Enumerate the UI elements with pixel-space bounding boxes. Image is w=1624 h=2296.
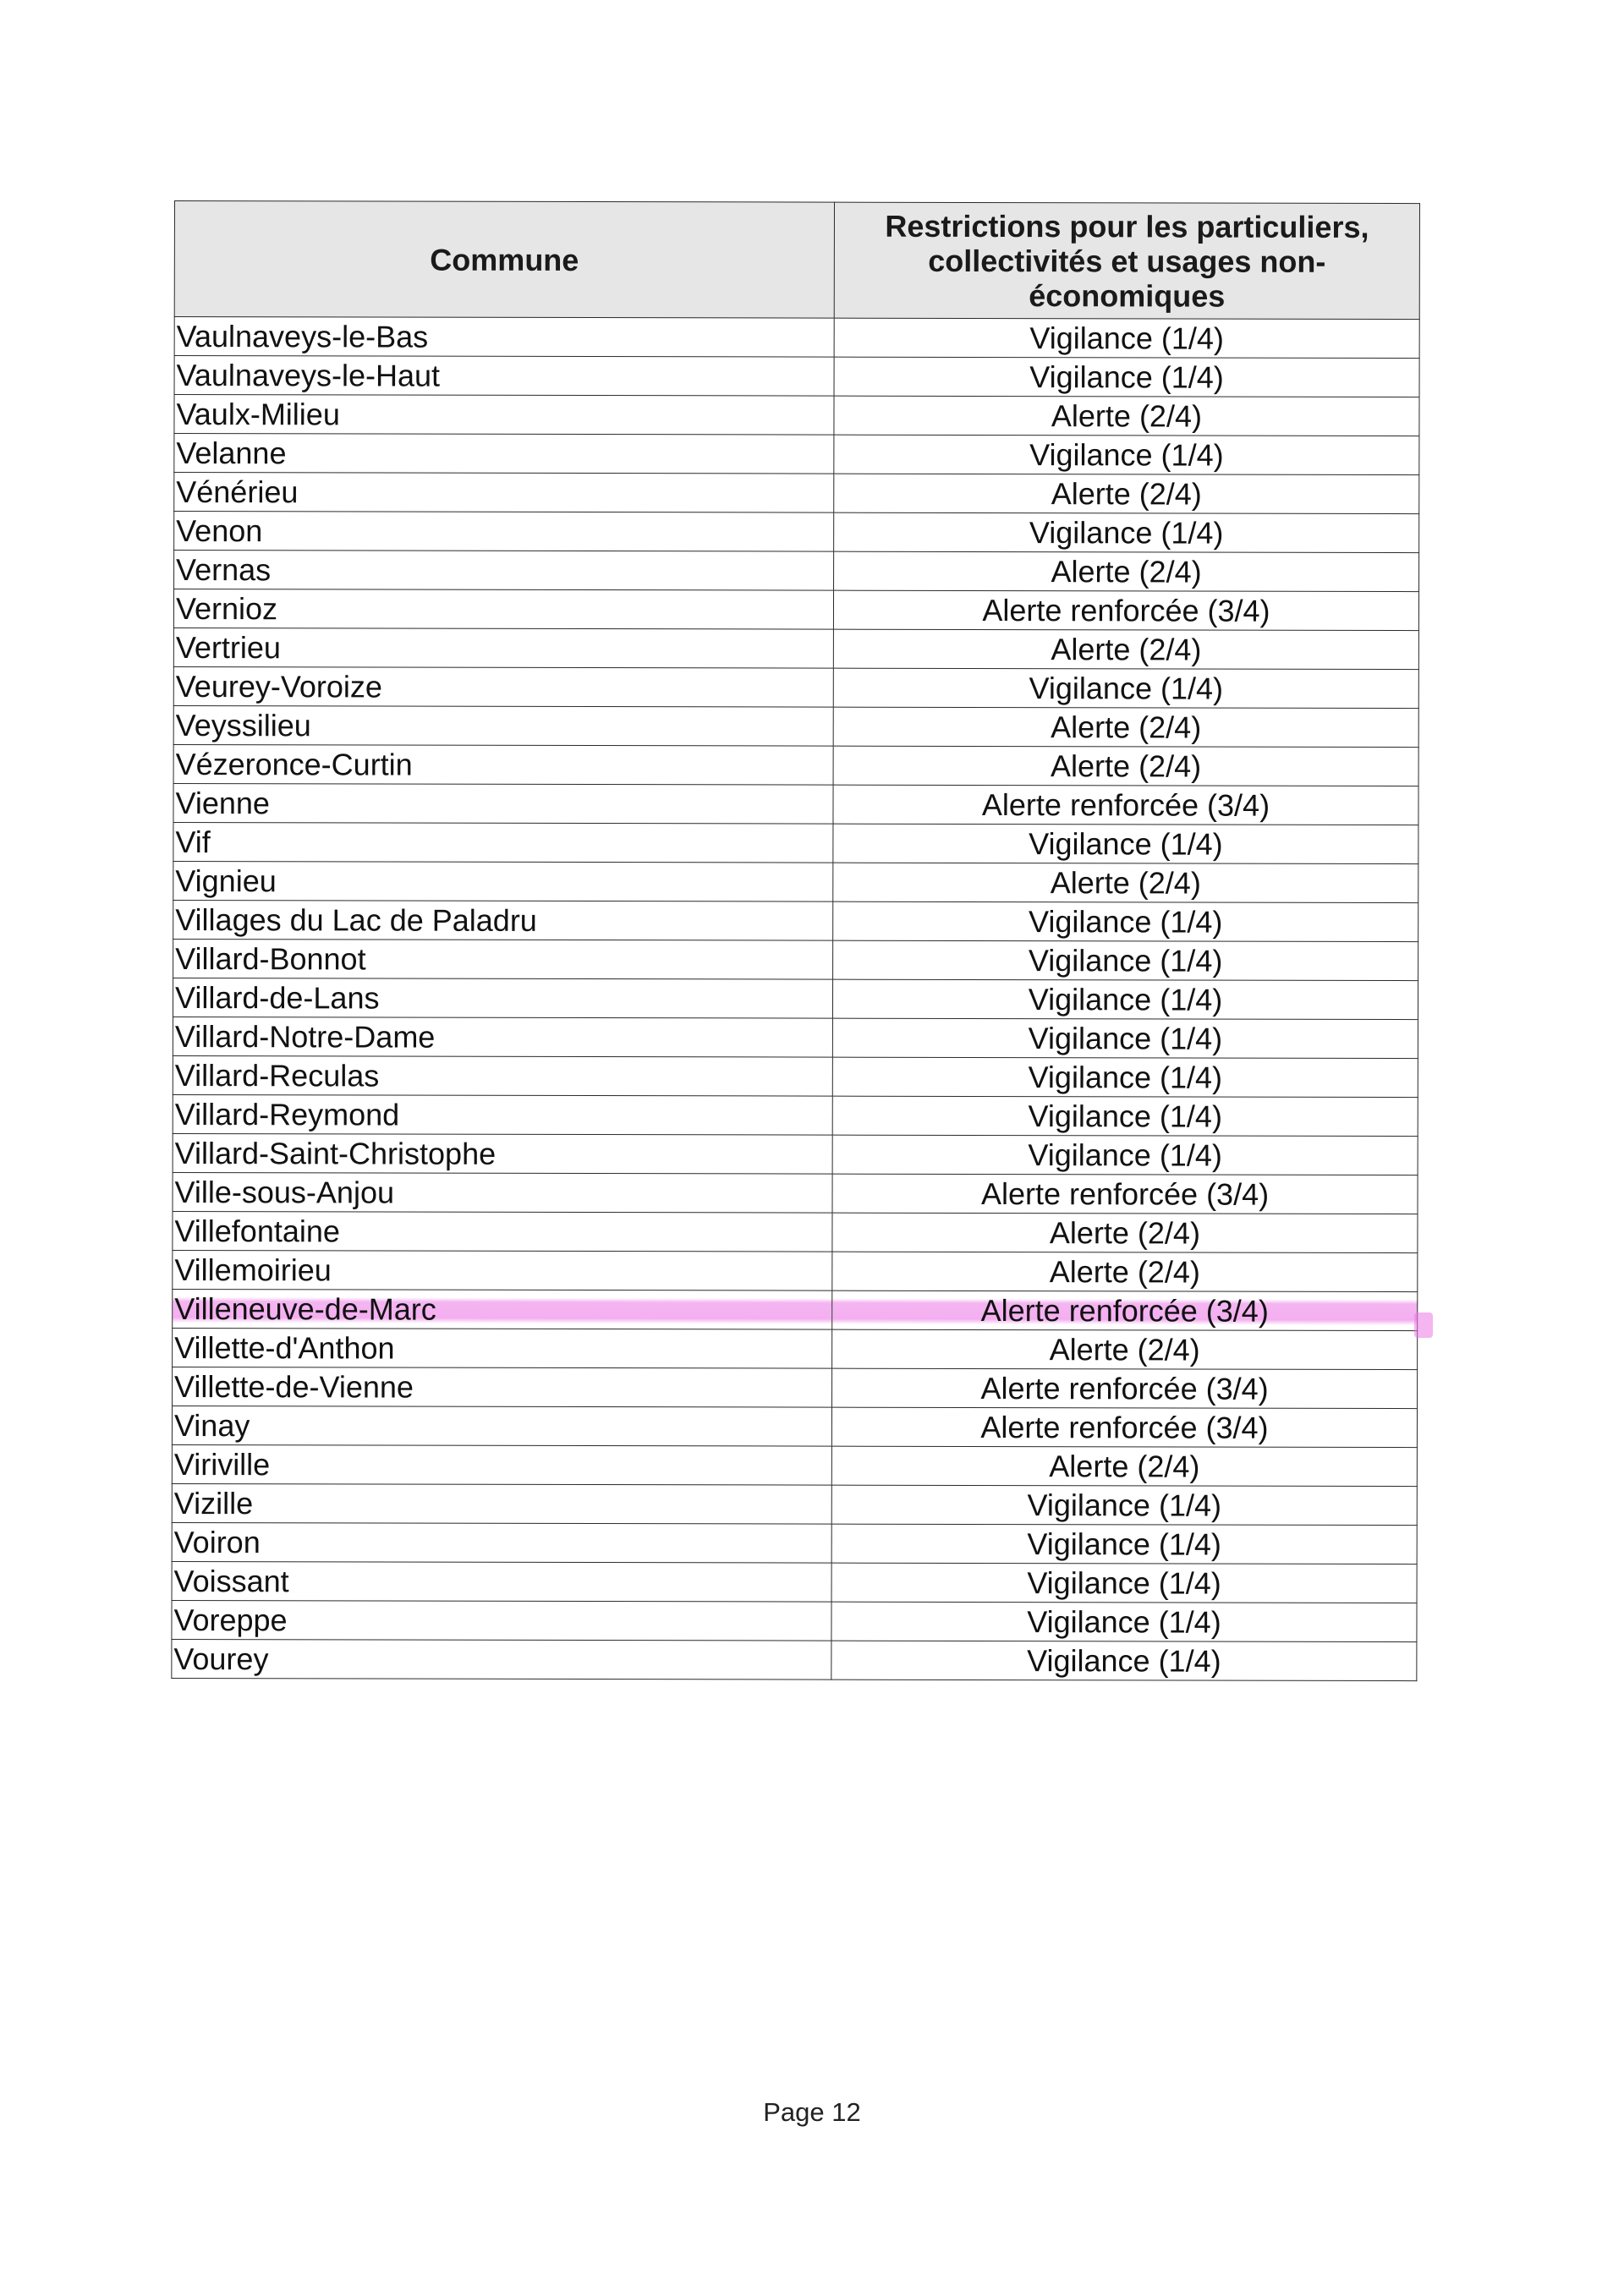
table-row	[173, 1055, 1418, 1097]
restriction-cell: Alerte (2/4)	[833, 707, 1418, 747]
table-row	[174, 473, 1419, 514]
commune-cell: Villette-de-Vienne	[173, 1367, 832, 1407]
restriction-cell: Alerte (2/4)	[831, 1446, 1417, 1486]
header-restrictions: Restrictions pour les particuliers, collectivités et usages non-économiques	[834, 202, 1419, 319]
restriction-cell: Vigilance (1/4)	[831, 1563, 1417, 1603]
restriction-cell: Vigilance (1/4)	[834, 435, 1419, 474]
restriction-cell: Vigilance (1/4)	[833, 668, 1418, 708]
restriction-cell: Alerte (2/4)	[832, 1213, 1418, 1252]
table-row	[173, 783, 1418, 825]
restriction-cell: Vigilance (1/4)	[832, 1018, 1418, 1058]
restriction-cell: Alerte (2/4)	[834, 551, 1419, 591]
restriction-cell: Vigilance (1/4)	[834, 512, 1419, 552]
restriction-cell: Alerte renforcée (3/4)	[832, 1174, 1418, 1214]
table-row	[174, 356, 1419, 397]
restriction-cell: Alerte (2/4)	[833, 629, 1418, 669]
commune-cell: Vignieu	[173, 861, 833, 901]
commune-cell: Vaulnaveys-le-Bas	[174, 317, 834, 358]
commune-cell: Villette-d'Anthon	[173, 1328, 832, 1368]
table-row	[173, 744, 1418, 786]
table-row	[174, 551, 1419, 592]
commune-cell: Vizille	[172, 1483, 831, 1524]
table-row	[173, 1133, 1418, 1175]
restriction-cell: Vigilance (1/4)	[831, 1602, 1417, 1641]
commune-cell: Villemoirieu	[173, 1250, 832, 1290]
commune-cell: Voissant	[172, 1561, 831, 1602]
table-row	[173, 666, 1418, 708]
header-commune: Commune	[174, 201, 834, 319]
table-row	[173, 1094, 1418, 1136]
table-row	[173, 1367, 1418, 1408]
table-header-row	[174, 201, 1419, 320]
commune-cell: Vourey	[172, 1639, 831, 1680]
commune-cell: Vénérieu	[174, 473, 834, 513]
commune-cell: Veyssilieu	[173, 705, 833, 746]
commune-cell: Villefontaine	[173, 1211, 832, 1252]
table-row	[173, 1250, 1418, 1291]
commune-cell: Villard-Bonnot	[173, 939, 833, 979]
table-row	[172, 1406, 1417, 1447]
table-row	[172, 1522, 1417, 1564]
table-row	[172, 1483, 1417, 1525]
commune-cell: Vaulnaveys-le-Haut	[174, 356, 834, 397]
table-row	[174, 512, 1419, 553]
restriction-cell: Vigilance (1/4)	[832, 1096, 1418, 1136]
commune-cell: Venon	[174, 512, 834, 552]
restriction-cell: Vigilance (1/4)	[834, 357, 1419, 397]
table-row	[172, 1600, 1417, 1641]
table-row	[172, 1561, 1417, 1603]
restriction-cell: Alerte renforcée (3/4)	[833, 785, 1418, 825]
restriction-cell: Alerte renforcée (3/4)	[833, 590, 1418, 630]
table-row	[173, 900, 1418, 941]
commune-cell: Villard-Saint-Christophe	[173, 1133, 832, 1174]
restriction-cell: Vigilance (1/4)	[833, 940, 1418, 980]
commune-cell: Vienne	[173, 783, 833, 824]
commune-cell: Vernas	[174, 551, 834, 591]
commune-cell: Velanne	[174, 434, 834, 474]
commune-cell: Vernioz	[173, 589, 833, 630]
restriction-cell: Vigilance (1/4)	[834, 318, 1419, 358]
commune-cell: Vif	[173, 822, 833, 863]
table-row	[173, 822, 1418, 863]
restriction-cell: Vigilance (1/4)	[831, 1485, 1417, 1525]
table-row	[173, 627, 1418, 669]
page-number: Page 12	[763, 2097, 861, 2127]
table-row	[173, 939, 1418, 980]
table-row	[174, 395, 1419, 436]
commune-cell: Voreppe	[172, 1600, 831, 1641]
restriction-cell: Vigilance (1/4)	[833, 824, 1418, 863]
restriction-cell: Alerte renforcée (3/4)	[832, 1368, 1418, 1408]
restriction-cell: Vigilance (1/4)	[832, 1057, 1418, 1097]
table-row	[172, 1639, 1417, 1680]
table-row	[173, 1211, 1418, 1252]
table-row	[174, 434, 1419, 475]
restriction-cell: Vigilance (1/4)	[831, 1524, 1417, 1564]
commune-cell: Viriville	[172, 1444, 831, 1485]
table-row	[173, 978, 1418, 1019]
table-row	[173, 705, 1418, 747]
restrictions-table	[171, 200, 1420, 1681]
commune-cell: Villard-Reculas	[173, 1055, 832, 1096]
commune-cell: Villages du Lac de Paladru	[173, 900, 833, 940]
commune-cell: Villard-de-Lans	[173, 978, 832, 1018]
commune-cell: Ville-sous-Anjou	[173, 1172, 832, 1213]
restriction-cell: Vigilance (1/4)	[833, 901, 1418, 941]
restriction-cell: Alerte (2/4)	[833, 863, 1418, 902]
commune-cell: Veurey-Voroize	[173, 666, 833, 707]
commune-cell: Vézeronce-Curtin	[173, 744, 833, 785]
restriction-cell: Vigilance (1/4)	[832, 1135, 1418, 1175]
restriction-cell: Alerte (2/4)	[832, 1329, 1418, 1369]
table-row	[173, 1289, 1418, 1330]
commune-cell: Vertrieu	[173, 627, 833, 668]
commune-cell: Villard-Notre-Dame	[173, 1016, 832, 1057]
restriction-cell: Alerte (2/4)	[832, 1252, 1418, 1291]
restriction-cell: Alerte renforcée (3/4)	[831, 1407, 1417, 1447]
commune-cell: Villard-Reymond	[173, 1094, 832, 1135]
table-row	[173, 1016, 1418, 1058]
table-row	[173, 861, 1418, 902]
table-row	[172, 1444, 1417, 1486]
restriction-cell: Vigilance (1/4)	[832, 979, 1418, 1019]
restriction-cell: Alerte renforcée (3/4)	[832, 1290, 1418, 1330]
restriction-cell: Alerte (2/4)	[834, 396, 1419, 436]
table-body	[172, 317, 1419, 1681]
highlighter-mark	[1414, 1312, 1433, 1338]
commune-cell: Vaulx-Milieu	[174, 395, 834, 436]
commune-cell: Villeneuve-de-Marc	[173, 1289, 832, 1329]
restriction-cell: Alerte (2/4)	[833, 746, 1418, 786]
commune-cell: Voiron	[172, 1522, 831, 1563]
restriction-cell: Vigilance (1/4)	[831, 1641, 1417, 1680]
table-row	[173, 1172, 1418, 1214]
table-row	[173, 1328, 1418, 1369]
table-row	[173, 589, 1418, 631]
commune-cell: Vinay	[172, 1406, 831, 1446]
table-row	[174, 317, 1419, 359]
restriction-cell: Alerte (2/4)	[834, 474, 1419, 513]
